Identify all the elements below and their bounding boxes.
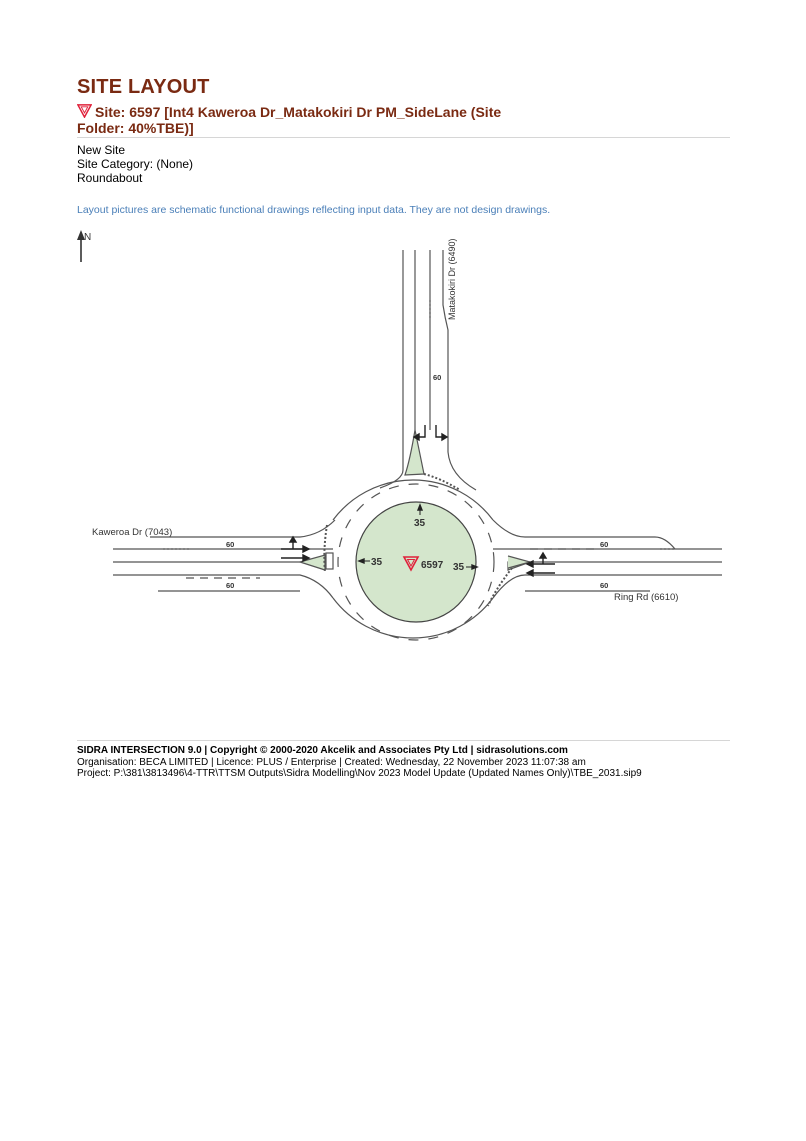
speed-east-lower: 60	[600, 581, 609, 590]
label-east-road: Ring Rd (6610)	[614, 592, 679, 603]
yield-sign-icon	[77, 104, 92, 118]
speed-west-lower: 60	[226, 581, 235, 590]
footer-divider	[77, 740, 730, 741]
site-heading-text: Site: 6597 [Int4 Kaweroa Dr_Matakokiri Dr PM_SideLane (Site Folder: 40%TBE)]	[77, 104, 502, 136]
north-label: N	[84, 232, 92, 243]
label-west-road: Kaweroa Dr (7043)	[92, 527, 173, 538]
footer-project: Project: P:\381\3813496\4-TTR\TTSM Outputs\Sidra Modelling\Nov 2023 Model Update (Updated Names Only)\TBE_2031.sip9	[77, 768, 642, 779]
footer	[77, 745, 737, 780]
footer-copyright: SIDRA INTERSECTION 9.0 | Copyright © 2000-2020 Akcelik and Associates Pty Ltd | sidrasolutions.com	[77, 745, 568, 756]
site-name: New Site	[77, 143, 126, 157]
speed-circ-west: 35	[371, 557, 383, 568]
speed-circ-north: 35	[414, 518, 426, 529]
page-title: SITE LAYOUT	[77, 76, 210, 98]
site-id-label: 6597	[421, 560, 444, 571]
schematic-note: Layout pictures are schematic functional drawings reflecting input data. They are not design drawings.	[77, 204, 551, 216]
speed-north: 60	[433, 373, 442, 382]
speed-circ-east: 35	[453, 562, 465, 573]
site-heading	[77, 104, 547, 136]
header-divider	[77, 137, 730, 138]
site-category: Site Category: (None)	[77, 157, 194, 171]
footer-organisation: Organisation: BECA LIMITED | Licence: PLUS / Enterprise | Created: Wednesday, 22 November 2023 11:07:38 am	[77, 756, 586, 768]
site-type: Roundabout	[77, 171, 143, 185]
roundabout-layout-diagram	[70, 225, 736, 675]
speed-east-upper: 60	[600, 540, 609, 549]
speed-west-upper: 60	[226, 540, 235, 549]
label-north-road: Matakokiri Dr (6490)	[447, 238, 457, 320]
site-info	[77, 143, 193, 185]
